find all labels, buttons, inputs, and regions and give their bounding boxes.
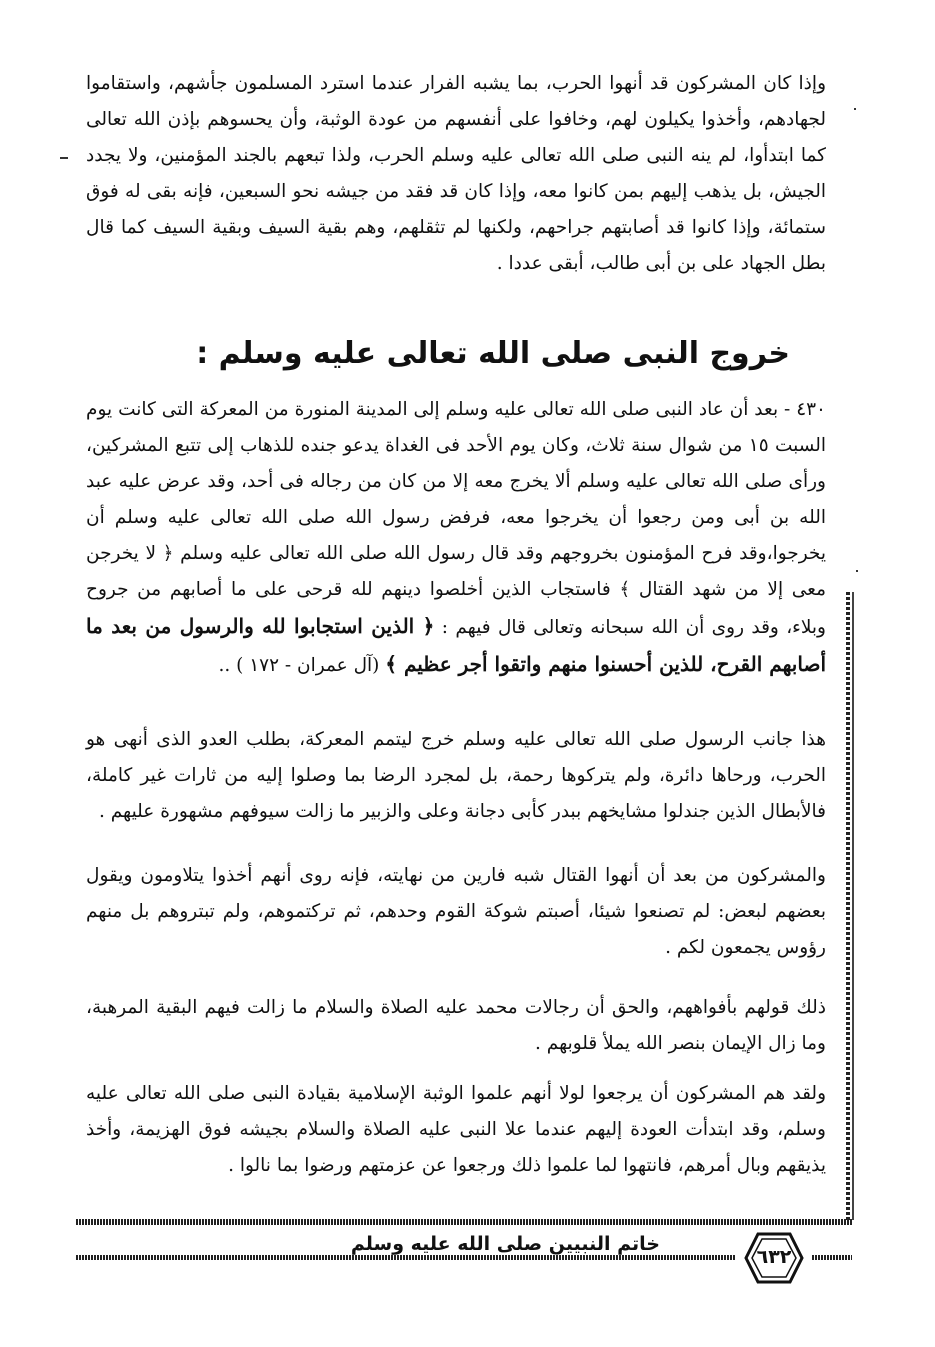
paragraph-mushrikun	[86, 858, 826, 966]
footer-top-rule	[76, 1219, 852, 1225]
scan-speck	[60, 157, 68, 159]
scan-speck	[856, 570, 858, 572]
quran-quote: ﴿ الذين استجابوا لله والرسول من بعد ما أصابهم القرح، للذين أحسنوا منهم واتقوا أجر عظيم ﴾	[86, 614, 826, 676]
scan-speck	[854, 108, 856, 110]
paragraph-430	[86, 392, 826, 684]
section-heading: خروج النبى صلى الله تعالى عليه وسلم :	[196, 336, 790, 371]
footer-bottom-rule-right	[812, 1255, 852, 1260]
page-number: ٦٣٢	[756, 1246, 792, 1268]
paragraph-laqad-text: ولقد هم المشركون أن يرجعوا لولا أنهم علموا الوثبة الإسلامية بقيادة النبى صلى الله تعالى عليه وسلم، وقد ابتدأت العودة إليهم عندما علا النبى عليه الصلاة والسلام بجيشه فوق الهزيمة، وأخذ يذيقهم وبال أمرهم، فانتهوا لما علموا ذلك ورجعوا عن عزمتهم ورضوا بما نالوا .	[86, 1083, 826, 1176]
intro-text: وإذا كان المشركون قد أنهوا الحرب، بما يشبه الفرار عندما استرد المسلمون جأشهم، واستقاموا لجهادهم، وأخذوا يكيلون لهم، وخافوا على أنفسهم من عودة الوثبة، وأن يحسوهم بإذن الله تعالى كما ابتدأوا، لم ينه النبى صلى الله تعالى عليه وسلم الحرب، ولذا تبعهم بالجند المؤمنين، ولا يجدد الجيش، بل يذهب إليهم بمن كانوا معه، وإذا كان قد فقد من جيشه نحو السبعين، فإنه بقى له فوق ستمائة، وإذا كانوا قد أصابتهم جراحهم، ولكنها لم تثقلهم، وهم بقية السيف وبقية السيف كما قال بطل الجهاد على بن أبى طالب، أبقى عددا .	[86, 73, 826, 274]
paragraph-dhalika-text: ذلك قولهم بأفواههم، والحق أن رجالات محمد عليه الصلاة والسلام ما زالت فيهم البقية المرهبة، وما زال الإيمان بنصر الله يملأ قلوبهم .	[86, 997, 826, 1054]
side-border-rule	[846, 592, 850, 1220]
intro-paragraph	[86, 66, 826, 282]
paragraph-dhalika	[86, 990, 826, 1062]
quran-citation: (آل عمران - ١٧٢ ) ..	[218, 655, 380, 676]
paragraph-430-text: ٤٣٠ - بعد أن عاد النبى صلى الله تعالى عليه وسلم إلى المدينة المنورة من المعركة التى كانت يوم السبت ١٥ من شوال سنة ثلاث، وكان يوم الأحد فى الغداة يدعو جنده للذهاب إلى تتبع المشركين، ورأى صلى الله تعالى عليه وسلم ألا يخرج معه إلا من كان من رجاله فى أحد، وقد عرض عليه عبد الله بن أبى ومن رجعوا أن يخرجوا معه، فرفض رسول الله صلى الله تعالى عليه وسلم أن يخرجوا،وقد فرح المؤمنون بخروجهم وقد قال رسول الله صلى الله تعالى عليه وسلم ﴿ لا يخرجن معى إلا من شهد القتال ﴾ فاستجاب الذين أخلصوا دينهم لله قرحى على ما أصابهم من جروح وبلاء، وقد روى أن الله سبحانه وتعالى قال فيهم :	[86, 399, 826, 638]
paragraph-mushrikun-text: والمشركون من بعد أن أنهوا القتال شبه فارين من نهايته، فإنه روى أنهم أخذوا يتلاومون ويقول بعضهم لبعض: لم تصنعوا شيئا، أصبتم شوكة القوم وحدهم، ثم تركتموهم، ولم تبتروهم بل منهم رؤوس يجمعون لكم .	[86, 865, 826, 958]
footer-book-title: خاتم النبيين صلى الله عليه وسلم	[350, 1233, 660, 1255]
paragraph-prophet-side	[86, 722, 826, 830]
paragraph-430-body	[86, 392, 826, 684]
side-border-rule-inner	[852, 592, 854, 1220]
paragraph-prophet-side-text: هذا جانب الرسول صلى الله تعالى عليه وسلم خرج ليتمم المعركة، بطلب العدو الذى أنهى هو الحرب، ورحاها دائرة، ولم يتركوها رحمة، بل لمجرد الرضا بما وصلوا إليه من ثارات غير كاملة، فالأبطال الذين جندلوا مشايخهم ببدر كأبى دجانة وعلى والزبير ما زالت سيوفهم مشهورة عليهم .	[86, 729, 826, 822]
paragraph-laqad	[86, 1076, 826, 1184]
